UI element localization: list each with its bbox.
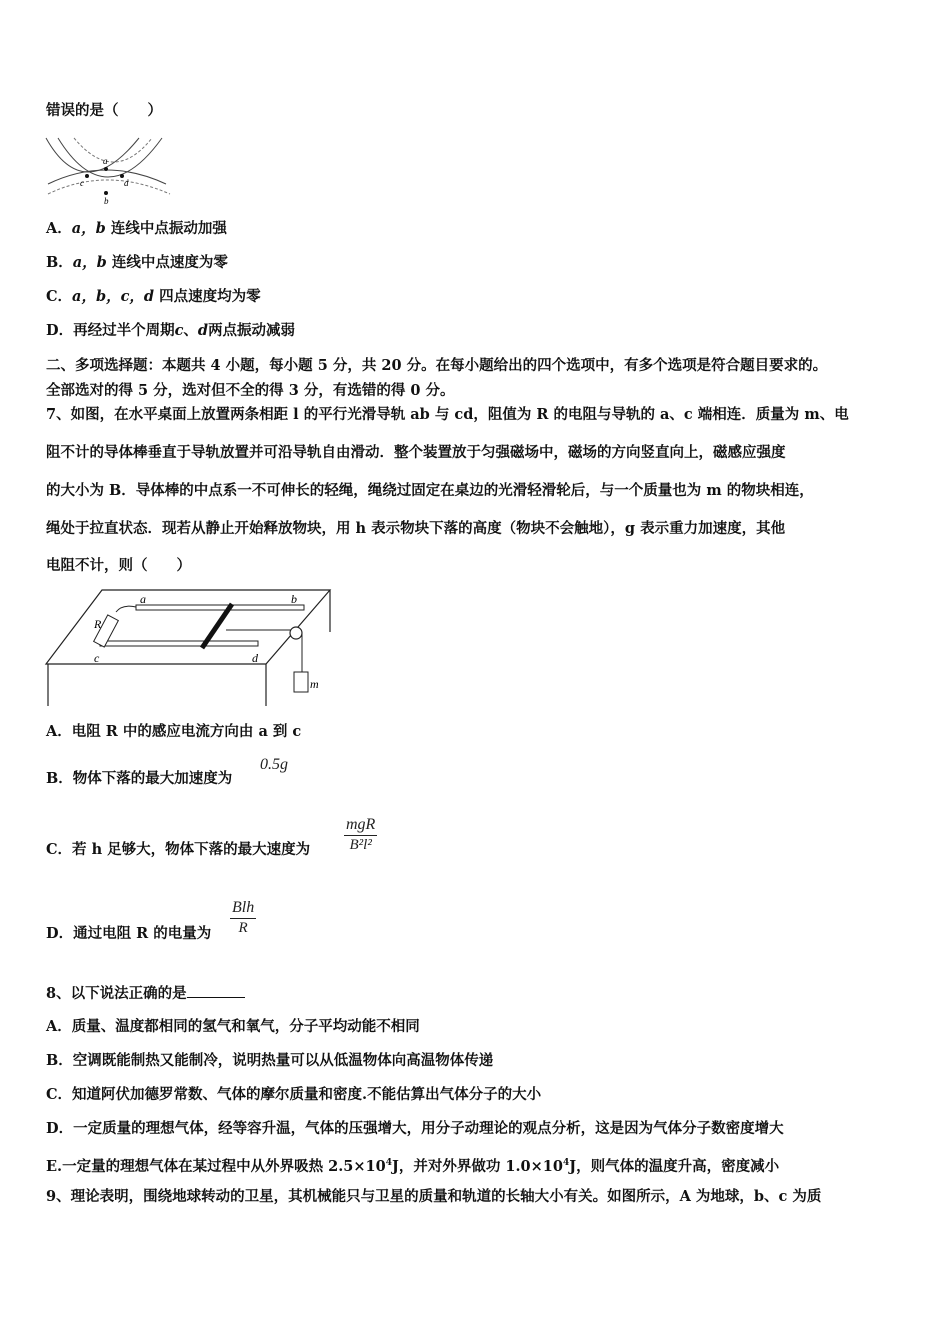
q6-label-a: a <box>103 156 108 166</box>
q6-option-a: A．a，b 连线中点振动加强 <box>46 220 227 237</box>
q7-option-c-fraction <box>344 816 377 854</box>
q9-stem-line1: 9、理论表明，围绕地球转动的卫星，其机械能只与卫星的质量和轨道的长轴大小有关。如图所示，A 为地球，b、c 为质 <box>46 1188 822 1205</box>
q7-option-a: A．电阻 R 中的感应电流方向由 a 到 c <box>46 723 302 740</box>
q7-option-d-fraction <box>230 899 256 937</box>
q7-label-a: a <box>140 592 146 606</box>
q6-option-b: B．a，b 连线中点速度为零 <box>46 254 228 271</box>
q7-label-m: m <box>310 677 319 691</box>
q7-label-c: c <box>94 651 100 665</box>
q8-option-c: C．知道阿伏加德罗常数、气体的摩尔质量和密度.不能估算出气体分子的大小 <box>46 1086 542 1103</box>
q7-stem-line3: 的大小为 B．导体棒的中点系一不可伸长的轻绳，绳绕过固定在桌边的光滑轻滑轮后，与一个质量也为 m 的物块相连， <box>46 482 814 499</box>
q8-option-d: D．一定质量的理想气体，经等容升温，气体的压强增大，用分子动理论的观点分析，这是因为气体分子数密度增大 <box>46 1120 784 1137</box>
q7-option-c-numerator: mgR <box>346 816 376 833</box>
q7-option-b-formula: 0.5g <box>260 756 288 773</box>
q7-rail-figure <box>44 588 336 710</box>
q7-label-R: R <box>94 617 102 631</box>
q7-label-d: d <box>252 651 258 665</box>
section2-header-line2: 全部选对的得 5 分，选对但不全的得 3 分，有选错的得 0 分。 <box>46 382 455 399</box>
q7-option-d-numerator: Blh <box>232 899 255 916</box>
q8-option-a: A．质量、温度都相同的氢气和氧气，分子平均动能不相同 <box>46 1018 420 1035</box>
q6-option-c: C．a，b，c，d 四点速度均为零 <box>46 288 261 305</box>
q6-label-b: b <box>104 196 109 206</box>
q8-answer-blank <box>187 983 245 998</box>
q7-stem-line5: 电阻不计，则（ ） <box>46 557 191 574</box>
section2-header-line1: 二、多项选择题：本题共 4 小题，每小题 5 分，共 20 分。在每小题给出的四个选项中，有多个选项是符合题目要求的。 <box>46 357 828 374</box>
q6-option-d: D．再经过半个周期c、d两点振动减弱 <box>46 322 296 339</box>
q6-label-d: d <box>124 178 129 188</box>
q7-option-c: C．若 h 足够大，物体下落的最大速度为 <box>46 841 311 858</box>
q7-option-d-denominator: R <box>238 920 248 936</box>
q8-option-e: E.一定量的理想气体在某过程中从外界吸热 $2.5\times 10^4J$，并对外界做功 $1.0\times 10^4J$，则气体的温度升高，密度减小 <box>46 1157 780 1175</box>
q7-option-b: B．物体下落的最大加速度为 <box>46 770 233 787</box>
q6-label-c: c <box>80 178 84 188</box>
q7-label-b: b <box>291 592 297 606</box>
q6-stem-tail: 错误的是（ ） <box>46 102 162 119</box>
q7-stem-line4: 绳处于拉直状态．现若从静止开始释放物块，用 h 表示物块下落的高度（物块不会触地），g 表示重力加速度，其他 <box>46 520 786 537</box>
q8-stem: 8、以下说法正确的是 <box>46 983 245 1004</box>
q7-option-d: D．通过电阻 R 的电量为 <box>46 925 212 942</box>
q7-stem-line2: 阻不计的导体棒垂直于导轨放置并可沿导轨自由滑动．整个装置放于匀强磁场中，磁场的方向竖直向上，磁感应强度 <box>46 444 786 461</box>
q7-stem-line1: 7、如图，在水平桌面上放置两条相距 l 的平行光滑导轨 ab 与 cd，阻值为 R 的电阻与导轨的 a、c 端相连．质量为 m、电 <box>46 406 849 423</box>
q7-option-c-denominator: B²l² <box>349 837 372 853</box>
q6-wave-figure <box>44 136 176 206</box>
q8-option-b: B．空调既能制热又能制冷，说明热量可以从低温物体向高温物体传递 <box>46 1052 494 1069</box>
